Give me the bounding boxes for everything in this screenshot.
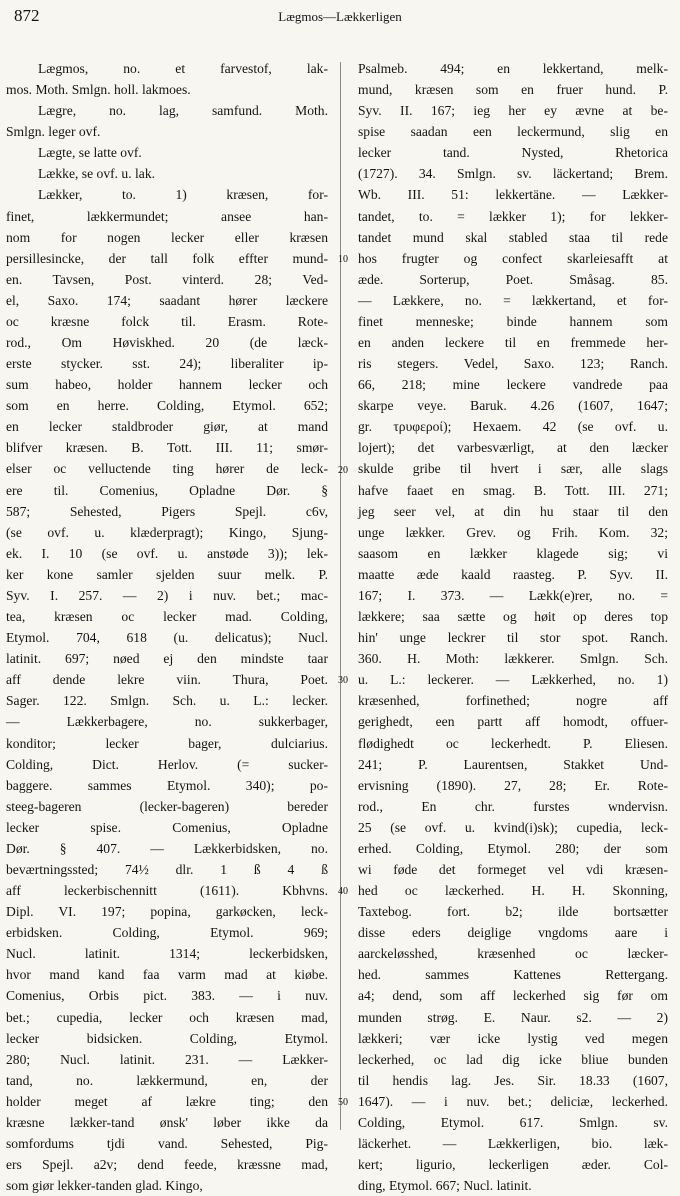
text-line: en. Tavsen, Post. vinterd. 28; Ved- (6, 271, 328, 287)
text-line: mund, kræsen som en fruer hund. P. (358, 82, 668, 98)
text-line: saasom en lækker klagede sig; vi (358, 545, 668, 561)
text-line: lojert); det varbesværligt, at den læcker (358, 440, 668, 456)
text-line: sum habeo, holder hannem lecker och (6, 377, 328, 393)
text-line: hed. sammes Kattenes Rettergang. (358, 967, 668, 983)
text-line: ek. I. 10 (se ovf. u. anstøde 3)); lek- (6, 545, 328, 561)
text-line: ers Spejl. a2v; dend feede, kræssne mad, (6, 1157, 328, 1173)
text-line: tandet mund skal stabled staa til rede (358, 229, 668, 245)
text-line: Smlgn. leger ovf. (6, 124, 101, 140)
text-line: Lækker, to. 1) kræsen, for- (38, 187, 328, 203)
text-line: ker kone samler sjelden suur melk. P. (6, 566, 328, 582)
line-marker: 40 (338, 886, 348, 898)
text-line: finet menneske; binde hannem som (358, 313, 668, 329)
text-line: Wb. III. 51: lekkertäne. — Lækker- (358, 187, 668, 203)
text-line: æde. Sorterup, Poet. Småsag. 85. (358, 271, 668, 287)
line-marker: 50 (338, 1096, 348, 1108)
text-line: 25 (se ovf. u. kvind(i)sk); cupedia, leck- (358, 819, 668, 835)
text-line: holder meget af lækre ting; den (6, 1093, 328, 1109)
text-line: 280; Nucl. latinit. 231. — Lækker- (6, 1051, 328, 1067)
text-line: flødighedt oc leckerhedt. P. Eliesen. (358, 735, 668, 751)
text-line: a4; dend, som aff leckerhed sig før om (358, 988, 668, 1004)
text-line: Lægte, se latte ovf. (38, 145, 142, 161)
text-line: Nucl. latinit. 1314; leckerbidsken, (6, 946, 328, 962)
text-line: lækkere; saa sætte og høit op deres top (358, 609, 668, 625)
text-line: som giør lekker-tanden glad. Kingo, (6, 1178, 203, 1194)
text-line: tea, kræsen oc lecker mad. Colding, (6, 609, 328, 625)
text-line: 587; Sehested, Pigers Spejl. c6v, (6, 503, 328, 519)
text-line: Etymol. 704, 618 (u. delicatus); Nucl. (6, 630, 328, 646)
text-line: erhed. Colding, Etymol. 280; der som (358, 840, 668, 856)
text-line: Dipl. VI. 197; popina, garkøcken, leck- (6, 904, 328, 920)
text-line: mos. Moth. Smlgn. holl. lakmoes. (6, 82, 191, 98)
text-line: leckerhed, oc lad dig icke bliue bunden (358, 1051, 668, 1067)
text-line: erste stycker. sst. 24); liberaliter ip- (6, 356, 328, 372)
text-line: skarpe veye. Baruk. 4.26 (1607, 1647; (358, 398, 668, 414)
text-line: 66, 218; mine leckere vandrede paa (358, 377, 668, 393)
page-number: 872 (14, 6, 40, 25)
text-line: — Lækkerbagere, no. sukkerbager, (6, 714, 328, 730)
text-line: beværtningssted; 74½ dlr. 1 ß 4 ß (6, 861, 328, 877)
text-line: finet, lækkermundet; ansee han- (6, 208, 328, 224)
text-line: läckerhet. — Lækkerligen, bio. læk- (358, 1135, 668, 1151)
text-line: rod., En chr. furstes wndervisn. (358, 798, 668, 814)
text-line: kræsne lækker-tand ønsk' løber ikke da (6, 1114, 328, 1130)
text-line: — Lækkere, no. = lækkertand, et for- (358, 292, 668, 308)
text-line: Dør. § 407. — Lækkerbidsken, no. (6, 840, 328, 856)
text-line: (1727). 34. Smlgn. sv. läckertand; Brem. (358, 166, 668, 182)
text-line: bet.; cupedia, lecker och kræsen mad, (6, 1009, 328, 1025)
text-line: ding, Etymol. 667; Nucl. latinit. (358, 1178, 532, 1194)
text-line: Syv. I. 257. — 2) i nuv. bet.; mac- (6, 587, 328, 603)
text-line: 241; P. Laurentsen, Stakket Und- (358, 756, 668, 772)
text-line: en anden leckere til en fremmede her- (358, 335, 668, 351)
text-line: lækkeri; vær icke lystig ved megen (358, 1030, 668, 1046)
text-line: Sager. 122. Smlgn. Sch. u. L.: lecker. (6, 693, 328, 709)
line-marker: 20 (338, 464, 348, 476)
text-line: ris stegers. Vedel, Saxo. 123; Ranch. (358, 356, 668, 372)
text-line: hvor mand kand faa varm mad at kiøbe. (6, 967, 328, 983)
text-line: disse eders deiglige vngdoms aare i (358, 925, 668, 941)
right-column (356, 58, 668, 1196)
text-line: som en herre. Colding, Etymol. 652; (6, 398, 328, 414)
text-line: lecker tand. Nysted, Rhetorica (358, 145, 668, 161)
text-line: en lecker staldbroder giør, at mand (6, 419, 328, 435)
text-line: til hendis lag. Jes. Sir. 18.33 (1607, (358, 1072, 668, 1088)
text-line: kræsenhed, forfinethed; nogre aff (358, 693, 668, 709)
running-head: Lægmos—Lækkerligen (278, 9, 402, 24)
text-line: Colding, Etymol. 617. Smlgn. sv. (358, 1114, 668, 1130)
text-line: Psalmeb. 494; en lekkertand, melk- (358, 61, 668, 76)
text-line: Lægre, no. lag, samfund. Moth. (38, 103, 328, 119)
text-line: ere til. Comenius, Opladne Dør. § (6, 482, 328, 498)
text-line: latinit. 697; nøed ej den mindste taar (6, 651, 328, 667)
text-line: elser oc velluctende ting hører de leck- (6, 461, 328, 477)
text-line: aff leckerbischennitt (1611). Kbhvns. (6, 883, 328, 899)
text-line: skulde gribe til hvert i sær, alle slags (358, 461, 668, 477)
text-line: baggere. sammes Etymol. 340); po- (6, 777, 328, 793)
text-line: somfordums tjdi vand. Sehested, Pig- (6, 1135, 328, 1151)
text-line: Lække, se ovf. u. lak. (38, 166, 156, 182)
text-line: hin' unge leckrer til stor spot. Ranch. (358, 630, 668, 646)
text-line: hafve faaet en smag. B. Tott. III. 271; (358, 482, 668, 498)
text-line: ervisning (1890). 27, 28; Er. Rote- (358, 777, 668, 793)
text-line: Taxtebog. fort. b2; ilde bortsætter (358, 904, 668, 920)
text-line: Lægmos, no. et farvestof, lak- (38, 61, 328, 76)
text-line: wi føde det formeget vel vdi kræsen- (358, 861, 668, 877)
text-line: tand, no. lækkermund, en, der (6, 1072, 328, 1088)
text-line: maatte æde kaald raasteg. P. Syv. II. (358, 566, 668, 582)
text-line: jeg seer vel, at din hu staar til den (358, 503, 668, 519)
text-line: unge lækker. Grev. og Frih. Kom. 32; (358, 524, 668, 540)
text-line: kert; ligurio, leckerligen æder. Col- (358, 1157, 668, 1173)
text-line: hed oc læckerhed. H. H. Skonning, (358, 883, 668, 899)
text-line: (se ovf. u. klæderpragt); Kingo, Sjung- (6, 524, 328, 540)
text-line: oc kræsne folck til. Erasm. Rote- (6, 313, 328, 329)
text-line: aff dende lekre viin. Thura, Poet. (6, 672, 328, 688)
text-line: spise saadan een leckermund, slig en (358, 124, 668, 140)
text-line: hos frugter og confect skarleiesafft at (358, 250, 668, 266)
text-line: erbidsken. Colding, Etymol. 969; (6, 925, 328, 941)
text-line: persillesincke, der tall folk effter mund- (6, 250, 328, 266)
text-line: lecker bidsicken. Colding, Etymol. (6, 1030, 328, 1046)
text-line: lecker spise. Comenius, Opladne (6, 819, 328, 835)
line-marker: 30 (338, 675, 348, 687)
text-line: konditor; lecker bager, dulciarius. (6, 735, 328, 751)
column-divider (340, 62, 341, 1130)
text-line: munden strøg. E. Naur. s2. — 2) (358, 1009, 668, 1025)
text-line: nom for nogen lecker eller kræsen (6, 229, 328, 245)
text-line: rod., Om Høviskhed. 20 (de læck- (6, 335, 328, 351)
text-line: gerighedt, een partt aff homodt, offuer- (358, 714, 668, 730)
text-line: steeg-bageren (lecker-bageren) bereder (6, 798, 328, 814)
text-line: 1647). — i nuv. bet.; deliciæ, leckerhed. (358, 1093, 668, 1109)
text-line: el, Saxo. 174; saadant hører læckere (6, 292, 328, 308)
text-line: Syv. II. 167; ieg her ey ævne at be- (358, 103, 668, 119)
text-line: blifver kræsen. B. Tott. III. 11; smør- (6, 440, 328, 456)
text-line: Colding, Dict. Herlov. (= sucker- (6, 756, 328, 772)
text-line: tandet, to. = lækker 1); for lekker- (358, 208, 668, 224)
text-line: gr. τρυφεροί); Hexaem. 42 (se ovf. u. (358, 419, 668, 435)
text-line: u. L.: leckerer. — Lækkerhed, no. 1) (358, 672, 668, 688)
text-line: Comenius, Orbis pict. 383. — i nuv. (6, 988, 328, 1004)
text-line: 360. H. Moth: lækkerer. Smlgn. Sch. (358, 651, 668, 667)
text-line: 167; I. 373. — Lækk(e)rer, no. = (358, 587, 668, 603)
text-line: aarckeløsshed, kræsenhed oc læcker- (358, 946, 668, 962)
left-column (6, 58, 328, 1196)
line-marker: 10 (338, 253, 348, 265)
